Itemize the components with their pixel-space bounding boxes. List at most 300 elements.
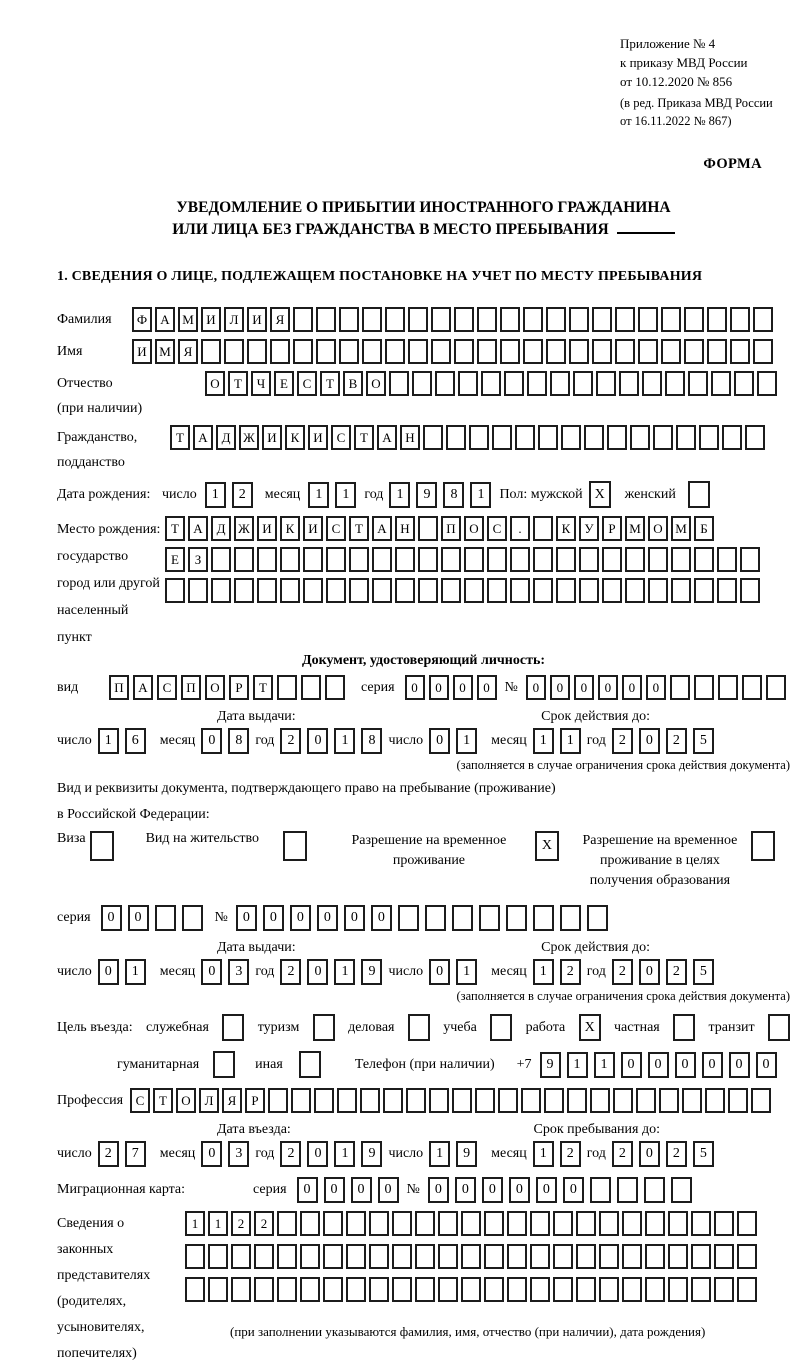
char-cell[interactable]: 0 bbox=[756, 1052, 777, 1078]
char-cell[interactable] bbox=[671, 578, 691, 603]
char-cell[interactable]: А bbox=[188, 516, 208, 541]
char-cell[interactable] bbox=[648, 547, 668, 572]
char-cell[interactable]: 1 bbox=[185, 1211, 205, 1236]
char-cell[interactable] bbox=[533, 578, 553, 603]
char-cell[interactable] bbox=[408, 307, 428, 332]
char-cell[interactable]: П bbox=[441, 516, 461, 541]
char-cell[interactable] bbox=[644, 1177, 665, 1203]
char-cell[interactable]: 5 bbox=[693, 959, 714, 985]
char-cell[interactable]: О bbox=[464, 516, 484, 541]
char-cell[interactable] bbox=[500, 307, 520, 332]
char-cell[interactable] bbox=[418, 578, 438, 603]
char-cell[interactable]: А bbox=[372, 516, 392, 541]
char-cell[interactable] bbox=[415, 1211, 435, 1236]
char-cell[interactable]: Е bbox=[274, 371, 294, 396]
char-cell[interactable]: Ч bbox=[251, 371, 271, 396]
char-cell[interactable] bbox=[507, 1244, 527, 1269]
char-cell[interactable] bbox=[500, 339, 520, 364]
char-cell[interactable]: М bbox=[178, 307, 198, 332]
char-cell[interactable] bbox=[425, 905, 446, 931]
char-cell[interactable]: 0 bbox=[429, 959, 450, 985]
char-cell[interactable]: И bbox=[308, 425, 328, 450]
char-cell[interactable] bbox=[339, 339, 359, 364]
sex-female-checkbox[interactable] bbox=[688, 481, 710, 508]
char-cell[interactable]: 1 bbox=[456, 728, 477, 754]
char-cell[interactable]: А bbox=[377, 425, 397, 450]
char-cell[interactable] bbox=[300, 1244, 320, 1269]
char-cell[interactable] bbox=[395, 578, 415, 603]
char-cell[interactable]: 0 bbox=[563, 1177, 584, 1203]
char-cell[interactable]: 0 bbox=[429, 728, 450, 754]
char-cell[interactable]: К bbox=[280, 516, 300, 541]
char-cell[interactable] bbox=[438, 1211, 458, 1236]
char-cell[interactable]: 3 bbox=[228, 1141, 249, 1167]
char-cell[interactable] bbox=[464, 578, 484, 603]
char-cell[interactable] bbox=[665, 371, 685, 396]
char-cell[interactable] bbox=[533, 905, 554, 931]
char-cell[interactable] bbox=[303, 547, 323, 572]
char-cell[interactable]: С bbox=[157, 675, 177, 700]
char-cell[interactable]: 1 bbox=[456, 959, 477, 985]
char-cell[interactable] bbox=[590, 1177, 611, 1203]
char-cell[interactable] bbox=[653, 425, 673, 450]
char-cell[interactable] bbox=[484, 1211, 504, 1236]
char-cell[interactable] bbox=[671, 547, 691, 572]
char-cell[interactable]: 1 bbox=[125, 959, 146, 985]
char-cell[interactable]: Ж bbox=[239, 425, 259, 450]
char-cell[interactable] bbox=[684, 339, 704, 364]
char-cell[interactable] bbox=[569, 307, 589, 332]
char-cell[interactable]: 2 bbox=[666, 1141, 687, 1167]
char-cell[interactable] bbox=[573, 371, 593, 396]
char-cell[interactable] bbox=[722, 425, 742, 450]
char-cell[interactable] bbox=[415, 1277, 435, 1302]
char-cell[interactable] bbox=[469, 425, 489, 450]
char-cell[interactable] bbox=[533, 547, 553, 572]
char-cell[interactable]: П bbox=[109, 675, 129, 700]
char-cell[interactable] bbox=[326, 547, 346, 572]
char-cell[interactable] bbox=[728, 1088, 748, 1113]
char-cell[interactable] bbox=[254, 1244, 274, 1269]
char-cell[interactable]: 0 bbox=[307, 959, 328, 985]
char-cell[interactable]: 0 bbox=[378, 1177, 399, 1203]
char-cell[interactable]: 2 bbox=[254, 1211, 274, 1236]
char-cell[interactable] bbox=[602, 547, 622, 572]
char-cell[interactable]: В bbox=[343, 371, 363, 396]
char-cell[interactable]: К bbox=[556, 516, 576, 541]
char-cell[interactable] bbox=[592, 307, 612, 332]
option-temp-residence-edu-checkbox[interactable] bbox=[751, 831, 775, 861]
char-cell[interactable]: 0 bbox=[639, 728, 660, 754]
char-cell[interactable] bbox=[766, 675, 786, 700]
char-cell[interactable]: 0 bbox=[201, 728, 222, 754]
char-cell[interactable]: Т bbox=[349, 516, 369, 541]
char-cell[interactable] bbox=[684, 307, 704, 332]
char-cell[interactable]: 1 bbox=[594, 1052, 615, 1078]
char-cell[interactable] bbox=[645, 1211, 665, 1236]
char-cell[interactable]: Д bbox=[211, 516, 231, 541]
char-cell[interactable] bbox=[234, 547, 254, 572]
char-cell[interactable]: О bbox=[366, 371, 386, 396]
char-cell[interactable]: 0 bbox=[128, 905, 149, 931]
char-cell[interactable] bbox=[544, 1088, 564, 1113]
char-cell[interactable]: 0 bbox=[648, 1052, 669, 1078]
char-cell[interactable] bbox=[523, 339, 543, 364]
char-cell[interactable]: И bbox=[201, 307, 221, 332]
char-cell[interactable]: 1 bbox=[334, 959, 355, 985]
char-cell[interactable] bbox=[753, 339, 773, 364]
char-cell[interactable] bbox=[599, 1244, 619, 1269]
char-cell[interactable] bbox=[694, 547, 714, 572]
char-cell[interactable] bbox=[515, 425, 535, 450]
char-cell[interactable] bbox=[429, 1088, 449, 1113]
char-cell[interactable]: 0 bbox=[639, 1141, 660, 1167]
char-cell[interactable]: 9 bbox=[361, 959, 382, 985]
char-cell[interactable] bbox=[291, 1088, 311, 1113]
char-cell[interactable] bbox=[717, 547, 737, 572]
char-cell[interactable] bbox=[648, 578, 668, 603]
char-cell[interactable] bbox=[438, 1244, 458, 1269]
char-cell[interactable] bbox=[530, 1211, 550, 1236]
char-cell[interactable]: 2 bbox=[560, 959, 581, 985]
char-cell[interactable] bbox=[231, 1277, 251, 1302]
char-cell[interactable] bbox=[622, 1244, 642, 1269]
char-cell[interactable] bbox=[737, 1277, 757, 1302]
char-cell[interactable] bbox=[607, 425, 627, 450]
char-cell[interactable] bbox=[506, 905, 527, 931]
char-cell[interactable] bbox=[645, 1244, 665, 1269]
char-cell[interactable] bbox=[454, 339, 474, 364]
char-cell[interactable] bbox=[208, 1244, 228, 1269]
char-cell[interactable]: 1 bbox=[470, 482, 491, 508]
char-cell[interactable]: Н bbox=[400, 425, 420, 450]
char-cell[interactable]: М bbox=[671, 516, 691, 541]
char-cell[interactable] bbox=[661, 339, 681, 364]
char-cell[interactable] bbox=[247, 339, 267, 364]
char-cell[interactable] bbox=[753, 307, 773, 332]
char-cell[interactable] bbox=[270, 339, 290, 364]
char-cell[interactable] bbox=[717, 578, 737, 603]
char-cell[interactable] bbox=[418, 547, 438, 572]
char-cell[interactable] bbox=[556, 578, 576, 603]
char-cell[interactable] bbox=[751, 1088, 771, 1113]
char-cell[interactable] bbox=[441, 547, 461, 572]
char-cell[interactable] bbox=[498, 1088, 518, 1113]
char-cell[interactable]: . bbox=[510, 516, 530, 541]
char-cell[interactable]: 0 bbox=[429, 675, 449, 700]
char-cell[interactable]: 0 bbox=[702, 1052, 723, 1078]
char-cell[interactable]: 1 bbox=[334, 728, 355, 754]
char-cell[interactable] bbox=[464, 547, 484, 572]
char-cell[interactable]: 0 bbox=[236, 905, 257, 931]
char-cell[interactable] bbox=[231, 1244, 251, 1269]
char-cell[interactable] bbox=[579, 578, 599, 603]
char-cell[interactable]: 0 bbox=[405, 675, 425, 700]
char-cell[interactable] bbox=[630, 425, 650, 450]
char-cell[interactable] bbox=[676, 425, 696, 450]
char-cell[interactable]: 1 bbox=[205, 482, 226, 508]
char-cell[interactable] bbox=[617, 1177, 638, 1203]
char-cell[interactable] bbox=[452, 1088, 472, 1113]
char-cell[interactable] bbox=[314, 1088, 334, 1113]
char-cell[interactable]: Т bbox=[165, 516, 185, 541]
char-cell[interactable] bbox=[553, 1211, 573, 1236]
char-cell[interactable] bbox=[300, 1277, 320, 1302]
char-cell[interactable]: С bbox=[331, 425, 351, 450]
char-cell[interactable]: 0 bbox=[526, 675, 546, 700]
char-cell[interactable] bbox=[349, 547, 369, 572]
char-cell[interactable]: 5 bbox=[693, 728, 714, 754]
char-cell[interactable] bbox=[584, 425, 604, 450]
char-cell[interactable] bbox=[398, 905, 419, 931]
char-cell[interactable]: 0 bbox=[290, 905, 311, 931]
char-cell[interactable]: 5 bbox=[693, 1141, 714, 1167]
char-cell[interactable]: 2 bbox=[666, 728, 687, 754]
char-cell[interactable] bbox=[423, 425, 443, 450]
char-cell[interactable]: Б bbox=[694, 516, 714, 541]
char-cell[interactable] bbox=[452, 905, 473, 931]
char-cell[interactable] bbox=[431, 307, 451, 332]
char-cell[interactable] bbox=[576, 1211, 596, 1236]
char-cell[interactable] bbox=[538, 425, 558, 450]
char-cell[interactable] bbox=[740, 578, 760, 603]
char-cell[interactable] bbox=[441, 578, 461, 603]
char-cell[interactable] bbox=[224, 339, 244, 364]
char-cell[interactable] bbox=[185, 1244, 205, 1269]
char-cell[interactable] bbox=[579, 547, 599, 572]
char-cell[interactable] bbox=[346, 1211, 366, 1236]
char-cell[interactable] bbox=[694, 578, 714, 603]
char-cell[interactable]: 9 bbox=[540, 1052, 561, 1078]
char-cell[interactable]: 9 bbox=[456, 1141, 477, 1167]
char-cell[interactable] bbox=[201, 339, 221, 364]
char-cell[interactable] bbox=[418, 516, 438, 541]
char-cell[interactable] bbox=[362, 307, 382, 332]
char-cell[interactable] bbox=[714, 1277, 734, 1302]
char-cell[interactable] bbox=[392, 1277, 412, 1302]
char-cell[interactable] bbox=[757, 371, 777, 396]
char-cell[interactable] bbox=[369, 1244, 389, 1269]
char-cell[interactable] bbox=[714, 1211, 734, 1236]
char-cell[interactable] bbox=[303, 578, 323, 603]
char-cell[interactable] bbox=[277, 1277, 297, 1302]
char-cell[interactable] bbox=[670, 675, 690, 700]
char-cell[interactable]: С bbox=[487, 516, 507, 541]
char-cell[interactable] bbox=[257, 578, 277, 603]
char-cell[interactable]: 2 bbox=[280, 728, 301, 754]
char-cell[interactable] bbox=[280, 578, 300, 603]
char-cell[interactable]: Т bbox=[228, 371, 248, 396]
char-cell[interactable]: 0 bbox=[729, 1052, 750, 1078]
char-cell[interactable] bbox=[691, 1244, 711, 1269]
char-cell[interactable]: Я bbox=[178, 339, 198, 364]
char-cell[interactable] bbox=[268, 1088, 288, 1113]
char-cell[interactable]: И bbox=[303, 516, 323, 541]
char-cell[interactable]: 0 bbox=[297, 1177, 318, 1203]
char-cell[interactable]: 8 bbox=[443, 482, 464, 508]
char-cell[interactable] bbox=[323, 1277, 343, 1302]
char-cell[interactable]: 8 bbox=[361, 728, 382, 754]
char-cell[interactable]: 3 bbox=[228, 959, 249, 985]
char-cell[interactable]: 0 bbox=[98, 959, 119, 985]
char-cell[interactable] bbox=[622, 1211, 642, 1236]
char-cell[interactable]: С bbox=[297, 371, 317, 396]
char-cell[interactable]: 0 bbox=[324, 1177, 345, 1203]
char-cell[interactable] bbox=[477, 339, 497, 364]
char-cell[interactable]: 0 bbox=[621, 1052, 642, 1078]
char-cell[interactable] bbox=[325, 675, 345, 700]
char-cell[interactable]: Т bbox=[320, 371, 340, 396]
char-cell[interactable]: Ф bbox=[132, 307, 152, 332]
char-cell[interactable]: 0 bbox=[307, 1141, 328, 1167]
option-temp-residence-checkbox[interactable]: X bbox=[535, 831, 559, 861]
char-cell[interactable] bbox=[622, 1277, 642, 1302]
char-cell[interactable]: 2 bbox=[231, 1211, 251, 1236]
char-cell[interactable] bbox=[182, 905, 203, 931]
char-cell[interactable] bbox=[337, 1088, 357, 1113]
char-cell[interactable] bbox=[369, 1211, 389, 1236]
char-cell[interactable] bbox=[293, 339, 313, 364]
char-cell[interactable]: 2 bbox=[280, 959, 301, 985]
char-cell[interactable] bbox=[671, 1177, 692, 1203]
char-cell[interactable] bbox=[521, 1088, 541, 1113]
char-cell[interactable]: 8 bbox=[228, 728, 249, 754]
char-cell[interactable]: Т bbox=[253, 675, 273, 700]
char-cell[interactable]: З bbox=[188, 547, 208, 572]
char-cell[interactable] bbox=[372, 578, 392, 603]
char-cell[interactable]: Д bbox=[216, 425, 236, 450]
char-cell[interactable] bbox=[487, 578, 507, 603]
char-cell[interactable]: 0 bbox=[101, 905, 122, 931]
char-cell[interactable]: А bbox=[133, 675, 153, 700]
char-cell[interactable] bbox=[323, 1244, 343, 1269]
char-cell[interactable] bbox=[300, 1211, 320, 1236]
char-cell[interactable]: 2 bbox=[98, 1141, 119, 1167]
char-cell[interactable] bbox=[385, 339, 405, 364]
char-cell[interactable]: 1 bbox=[533, 1141, 554, 1167]
char-cell[interactable]: 7 bbox=[125, 1141, 146, 1167]
char-cell[interactable]: Л bbox=[199, 1088, 219, 1113]
char-cell[interactable] bbox=[461, 1277, 481, 1302]
char-cell[interactable]: 0 bbox=[453, 675, 473, 700]
char-cell[interactable]: 1 bbox=[533, 728, 554, 754]
char-cell[interactable] bbox=[372, 547, 392, 572]
char-cell[interactable]: И bbox=[257, 516, 277, 541]
char-cell[interactable] bbox=[165, 578, 185, 603]
char-cell[interactable] bbox=[487, 547, 507, 572]
char-cell[interactable] bbox=[412, 371, 432, 396]
char-cell[interactable]: Е bbox=[165, 547, 185, 572]
char-cell[interactable] bbox=[530, 1277, 550, 1302]
char-cell[interactable] bbox=[392, 1244, 412, 1269]
char-cell[interactable] bbox=[438, 1277, 458, 1302]
char-cell[interactable] bbox=[714, 1244, 734, 1269]
char-cell[interactable]: Л bbox=[224, 307, 244, 332]
char-cell[interactable] bbox=[737, 1244, 757, 1269]
char-cell[interactable] bbox=[691, 1277, 711, 1302]
char-cell[interactable] bbox=[592, 339, 612, 364]
char-cell[interactable] bbox=[561, 425, 581, 450]
char-cell[interactable] bbox=[546, 307, 566, 332]
char-cell[interactable] bbox=[576, 1277, 596, 1302]
char-cell[interactable]: Я bbox=[222, 1088, 242, 1113]
char-cell[interactable] bbox=[475, 1088, 495, 1113]
char-cell[interactable]: 0 bbox=[646, 675, 666, 700]
char-cell[interactable]: 0 bbox=[598, 675, 618, 700]
purpose-transit-checkbox[interactable] bbox=[768, 1014, 790, 1041]
char-cell[interactable] bbox=[484, 1277, 504, 1302]
char-cell[interactable]: 2 bbox=[666, 959, 687, 985]
char-cell[interactable] bbox=[504, 371, 524, 396]
char-cell[interactable] bbox=[613, 1088, 633, 1113]
purpose-humanitarian-checkbox[interactable] bbox=[213, 1051, 235, 1078]
char-cell[interactable]: О bbox=[648, 516, 668, 541]
char-cell[interactable]: 0 bbox=[477, 675, 497, 700]
char-cell[interactable]: Т bbox=[354, 425, 374, 450]
char-cell[interactable]: 0 bbox=[307, 728, 328, 754]
char-cell[interactable] bbox=[369, 1277, 389, 1302]
char-cell[interactable]: С bbox=[326, 516, 346, 541]
char-cell[interactable]: М bbox=[155, 339, 175, 364]
char-cell[interactable]: 0 bbox=[550, 675, 570, 700]
char-cell[interactable]: 9 bbox=[416, 482, 437, 508]
char-cell[interactable] bbox=[211, 547, 231, 572]
char-cell[interactable]: 6 bbox=[125, 728, 146, 754]
char-cell[interactable] bbox=[694, 675, 714, 700]
char-cell[interactable] bbox=[699, 425, 719, 450]
char-cell[interactable] bbox=[599, 1211, 619, 1236]
char-cell[interactable]: 1 bbox=[533, 959, 554, 985]
char-cell[interactable]: Я bbox=[270, 307, 290, 332]
char-cell[interactable]: 0 bbox=[201, 1141, 222, 1167]
char-cell[interactable] bbox=[533, 516, 553, 541]
char-cell[interactable]: О bbox=[205, 371, 225, 396]
char-cell[interactable] bbox=[661, 307, 681, 332]
char-cell[interactable] bbox=[211, 578, 231, 603]
char-cell[interactable] bbox=[569, 339, 589, 364]
char-cell[interactable] bbox=[257, 547, 277, 572]
char-cell[interactable]: 2 bbox=[612, 959, 633, 985]
char-cell[interactable] bbox=[638, 307, 658, 332]
char-cell[interactable]: 0 bbox=[509, 1177, 530, 1203]
char-cell[interactable] bbox=[389, 371, 409, 396]
char-cell[interactable]: И bbox=[262, 425, 282, 450]
char-cell[interactable] bbox=[659, 1088, 679, 1113]
char-cell[interactable] bbox=[395, 547, 415, 572]
char-cell[interactable]: 1 bbox=[429, 1141, 450, 1167]
char-cell[interactable] bbox=[280, 547, 300, 572]
char-cell[interactable] bbox=[415, 1244, 435, 1269]
char-cell[interactable] bbox=[277, 1244, 297, 1269]
char-cell[interactable]: А bbox=[155, 307, 175, 332]
char-cell[interactable]: И bbox=[247, 307, 267, 332]
char-cell[interactable]: 0 bbox=[675, 1052, 696, 1078]
char-cell[interactable] bbox=[510, 547, 530, 572]
char-cell[interactable]: С bbox=[130, 1088, 150, 1113]
char-cell[interactable]: У bbox=[579, 516, 599, 541]
char-cell[interactable] bbox=[492, 425, 512, 450]
char-cell[interactable]: Н bbox=[395, 516, 415, 541]
char-cell[interactable]: Т bbox=[153, 1088, 173, 1113]
char-cell[interactable] bbox=[718, 675, 738, 700]
char-cell[interactable]: 0 bbox=[428, 1177, 449, 1203]
char-cell[interactable]: 1 bbox=[335, 482, 356, 508]
char-cell[interactable]: 0 bbox=[263, 905, 284, 931]
char-cell[interactable] bbox=[208, 1277, 228, 1302]
char-cell[interactable]: 0 bbox=[344, 905, 365, 931]
purpose-study-checkbox[interactable] bbox=[490, 1014, 512, 1041]
char-cell[interactable] bbox=[339, 307, 359, 332]
